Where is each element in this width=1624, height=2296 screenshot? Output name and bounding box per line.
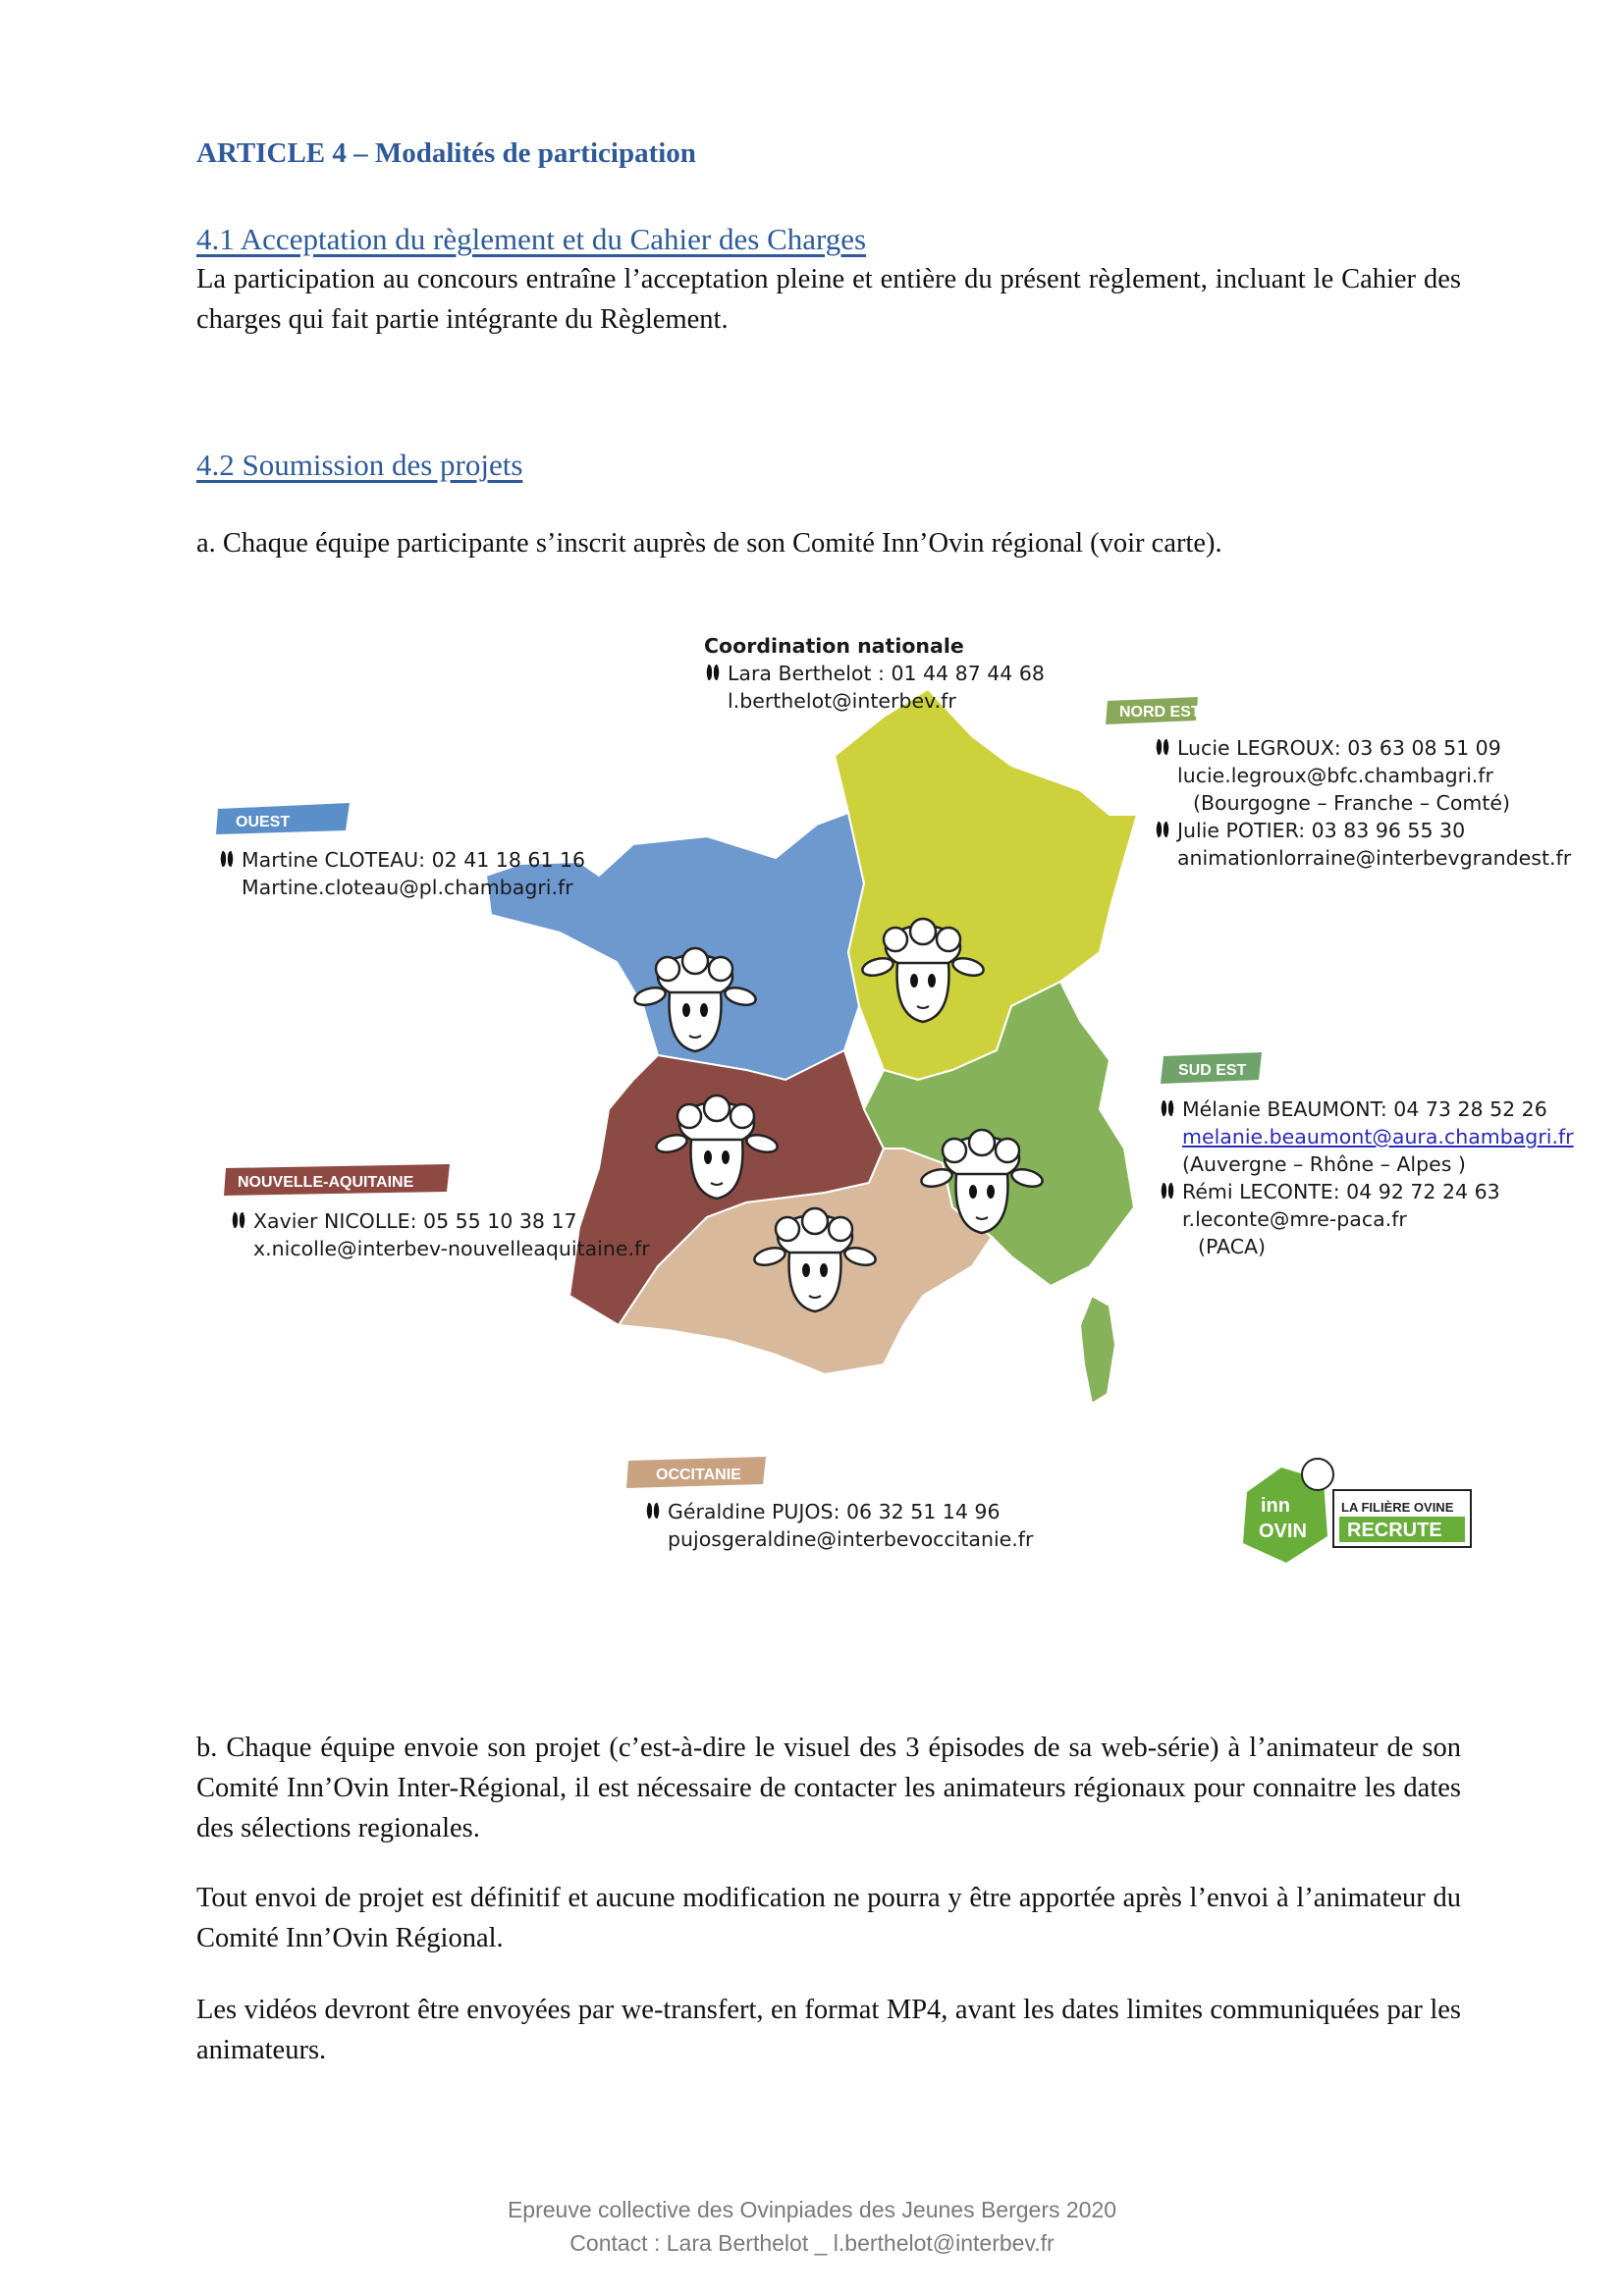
nord-est-region-1: (Bourgogne – Franche – Comté): [1193, 791, 1511, 815]
sud-est-region-1: (Auvergne – Rhône – Alpes ): [1182, 1152, 1466, 1176]
hoof-icon: [644, 1500, 662, 1522]
region-nord-est: [835, 689, 1137, 1080]
hoof-icon: [1154, 736, 1171, 758]
sud-est-email-2: r.leconte@mre-paca.fr: [1182, 1207, 1407, 1231]
ribbon-nouvelle-aquitaine-label: NOUVELLE-AQUITAINE: [238, 1174, 414, 1191]
nouvelle-aquitaine-email-1: x.nicolle@interbev-nouvelleaquitaine.fr: [253, 1237, 650, 1260]
sud-est-region-2: (PACA): [1198, 1235, 1267, 1258]
ribbon-nord-est: [1106, 697, 1201, 724]
innovin-logo-line1: inn: [1261, 1495, 1290, 1517]
occitanie-person-1: Géraldine PUJOS: 06 32 51 14 96: [668, 1500, 1001, 1523]
contact-nouvelle-aquitaine: [230, 1207, 650, 1262]
ribbon-nouvelle-aquitaine: [224, 1164, 450, 1196]
region-corse: [1080, 1296, 1115, 1404]
contact-nord-est: [1154, 734, 1571, 872]
national-email: l.berthelot@interbev.fr: [728, 689, 956, 713]
innovin-logo-line2: OVIN: [1259, 1521, 1307, 1542]
hoof-icon: [1159, 1180, 1176, 1201]
national-title: Coordination nationale: [704, 634, 964, 658]
ribbon-ouest: [216, 803, 350, 834]
nord-est-person-2: Julie POTIER: 03 83 96 55 30: [1177, 819, 1466, 842]
occitanie-email-1: pujosgeraldine@interbevoccitanie.fr: [668, 1527, 1034, 1551]
section-4-1-text: La participation au concours entraîne l’acceptation pleine et entière du présent règlement, incluant le Cahier des charges qui fait partie intégrante du Règlement.: [196, 264, 1461, 335]
paragraph-b: b. Chaque équipe envoie son projet (c’est-à-dire le visuel des 3 épisodes de sa web-série) à l’animateur de son Comité Inn’Ovin Inter-Régional, il est nécessaire de contacter les animateurs régionaux pour connaitre les dates des sélections regionales.: [196, 1733, 1461, 1843]
footer-line-2: Contact : Lara Berthelot _ l.berthelot@interbev.fr: [569, 2230, 1055, 2256]
article-title: ARTICLE 4 – Modalités de participation: [196, 137, 696, 169]
recrute-logo: [1333, 1490, 1471, 1547]
paragraph-a: a. Chaque équipe participante s’inscrit auprès de son Comité Inn’Ovin régional (voir carte).: [196, 528, 1222, 559]
ribbon-sud-est-label: SUD EST: [1178, 1062, 1247, 1079]
ouest-email-1: Martine.cloteau@pl.chambagri.fr: [242, 876, 573, 899]
section-4-1-heading: 4.1 Acceptation du règlement et du Cahier des Charges: [196, 222, 867, 256]
ribbon-sud-est: [1161, 1052, 1262, 1084]
contact-national: [704, 632, 1045, 715]
recrute-logo-line1: LA FILIÈRE OVINE: [1341, 1500, 1454, 1515]
sud-est-person-1: Mélanie BEAUMONT: 04 73 28 52 26: [1182, 1097, 1547, 1121]
innovin-logo: [1243, 1459, 1333, 1563]
ribbon-occitanie: [626, 1457, 766, 1488]
footer-line-1: Epreuve collective des Ovinpiades des Jeunes Bergers 2020: [507, 2197, 1117, 2222]
regional-contacts-map: [196, 618, 1574, 1580]
hoof-icon: [1154, 819, 1171, 840]
sud-est-email-1-link[interactable]: melanie.beaumont@aura.chambagri.fr: [1182, 1125, 1574, 1148]
nouvelle-aquitaine-person-1: Xavier NICOLLE: 05 55 10 38 17: [253, 1209, 577, 1233]
hoof-icon: [230, 1209, 247, 1231]
paragraph-c: Tout envoi de projet est définitif et aucune modification ne pourra y être apportée après l’envoi à l’animateur du Comité Inn’Ovin Régional.: [196, 1883, 1461, 1953]
sud-est-person-2: Rémi LECONTE: 04 92 72 24 63: [1182, 1180, 1500, 1203]
section-4-2-heading: 4.2 Soumission des projets: [196, 448, 523, 482]
recrute-logo-line2: RECRUTE: [1347, 1520, 1442, 1541]
ribbon-nord-est-label: NORD EST: [1119, 704, 1201, 721]
nord-est-email-2: animationlorraine@interbevgrandest.fr: [1177, 846, 1572, 870]
contact-ouest: [218, 846, 585, 901]
contact-sud-est: [1159, 1095, 1574, 1260]
national-person: Lara Berthelot : 01 44 87 44 68: [728, 662, 1045, 685]
ribbon-ouest-label: OUEST: [236, 814, 291, 830]
nord-est-person-1: Lucie LEGROUX: 03 63 08 51 09: [1177, 736, 1501, 760]
ouest-person-1: Martine CLOTEAU: 02 41 18 61 16: [242, 848, 586, 872]
paragraph-d: Les vidéos devront être envoyées par we-transfert, en format MP4, avant les dates limites communiquées par les animateurs.: [196, 1995, 1461, 2065]
hoof-icon: [218, 848, 236, 870]
hoof-icon: [1159, 1097, 1176, 1119]
contact-occitanie: [644, 1498, 1033, 1553]
hoof-icon: [704, 662, 722, 683]
ribbon-occitanie-label: OCCITANIE: [656, 1467, 741, 1483]
nord-est-email-1: lucie.legroux@bfc.chambagri.fr: [1177, 764, 1493, 787]
